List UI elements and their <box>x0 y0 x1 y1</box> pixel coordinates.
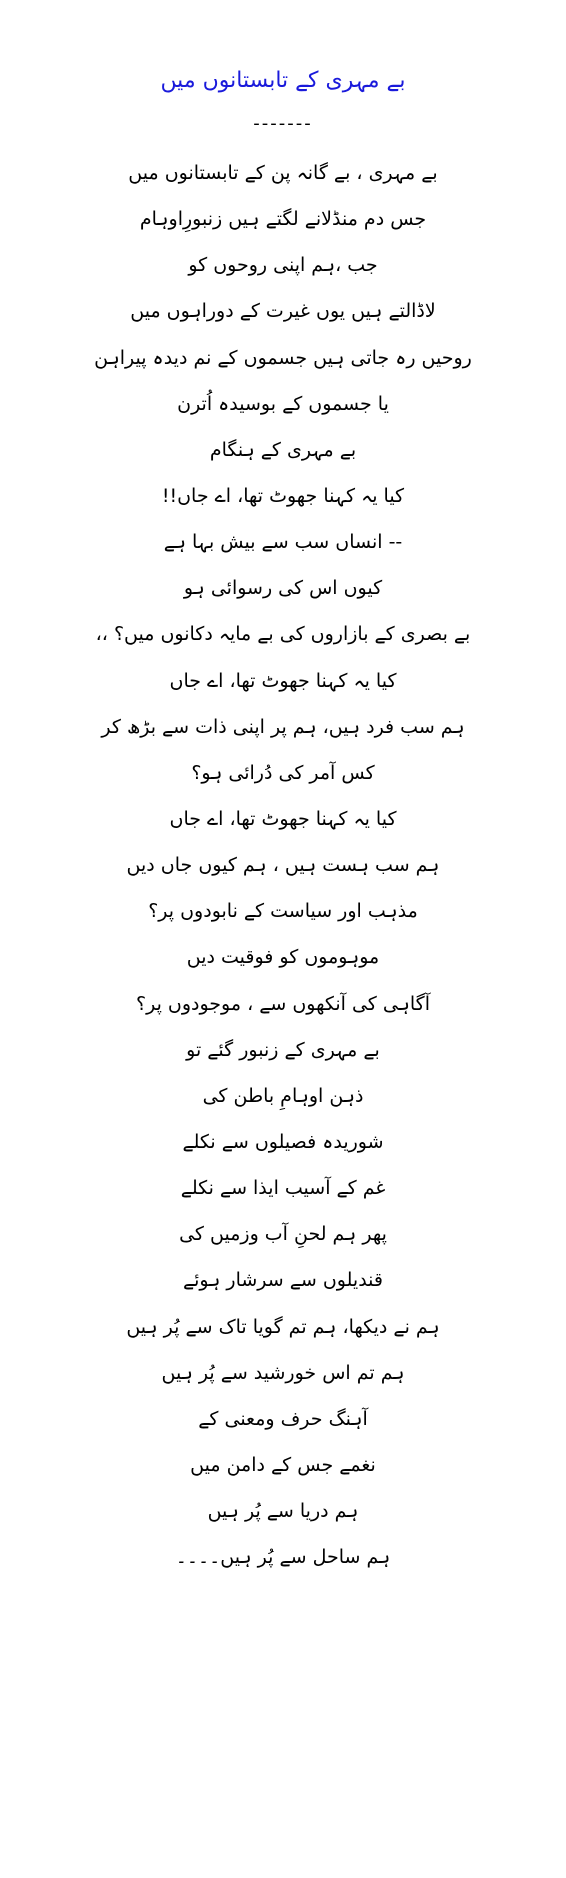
poem-title: بے مہری کے تابستانوں میں <box>160 68 406 93</box>
poem-line: بے مہری کے زنبور گئے تو <box>186 1038 380 1061</box>
poem-line: غم کے آسیب ایذا سے نکلے <box>180 1177 386 1200</box>
poem-line: کیا یہ کہنا جھوٹ تھا، اے جاں <box>169 807 397 830</box>
poem-line: نغمے جس کے دامن میں <box>190 1453 376 1476</box>
poem-line: -- انساں سب سے بیش بہا ہے <box>163 531 403 554</box>
poem-line: پھر ہم لحنِ آب وزمیں کی <box>179 1223 387 1246</box>
poem-line: ہم سب ہست ہیں ، ہم کیوں جاں دیں <box>126 854 440 877</box>
poem-line: جب ،ہم اپنی روحوں کو <box>188 254 378 277</box>
poem-line: بے بصری کے بازاروں کی بے مایہ دکانوں میں؟ ،، <box>95 623 471 646</box>
poem-line: ہم دریا سے پُر ہیں <box>207 1500 359 1523</box>
poem-line: بے مہری کے ہنگام <box>209 438 357 461</box>
poem-line: کیا یہ کہنا جھوٹ تھا، اے جاں!! <box>161 484 405 507</box>
poem-line: کیا یہ کہنا جھوٹ تھا، اے جاں <box>169 669 397 692</box>
poem-line: لاڈالتے ہیں یوں غیرت کے دوراہوں میں <box>130 300 436 323</box>
poem-line: روحیں رہ جاتی ہیں جسموں کے نم دیدہ پیراہن <box>94 346 472 369</box>
poem-line: آہنگ حرف ومعنی کے <box>198 1407 368 1430</box>
poem-line: جس دم منڈلانے لگتے ہیں زنبورِاوہام <box>139 208 427 231</box>
poem-line: ہم نے دیکھا، ہم تم گویا تاک سے پُر ہیں <box>126 1315 440 1338</box>
title-separator: ------- <box>253 113 313 134</box>
poem-line: بے مہری ، بے گانہ پن کے تابستانوں میں <box>128 162 438 184</box>
poem-line: موہوموں کو فوقیت دیں <box>186 946 380 969</box>
poem-line: آگاہی کی آنکھوں سے ، موجودوں پر؟ <box>136 992 430 1015</box>
poem-body <box>20 150 546 1580</box>
poem-line: ہم تم اس خورشید سے پُر ہیں <box>161 1361 405 1384</box>
poem-line: یا جسموں کے بوسیدہ اُترن <box>177 392 389 415</box>
poem-line: کس آمر کی دُرائی ہو؟ <box>191 761 375 784</box>
poem-line: ہم سب فرد ہیں، ہم پر اپنی ذات سے بڑھ کر <box>101 715 465 738</box>
poem-line: شوریدہ فصیلوں سے نکلے <box>182 1130 384 1153</box>
poem-line: کیوں اس کی رسوائی ہو <box>183 577 383 600</box>
poem-line: ذہن اوہامِ باطن کی <box>202 1084 364 1107</box>
poem-line: ہم ساحل سے پُر ہیں۔۔۔۔ <box>175 1546 391 1569</box>
poem-line: قندیلوں سے سرشار ہوئے <box>183 1269 383 1292</box>
poem-line: مذہب اور سیاست کے نابودوں پر؟ <box>148 900 418 923</box>
